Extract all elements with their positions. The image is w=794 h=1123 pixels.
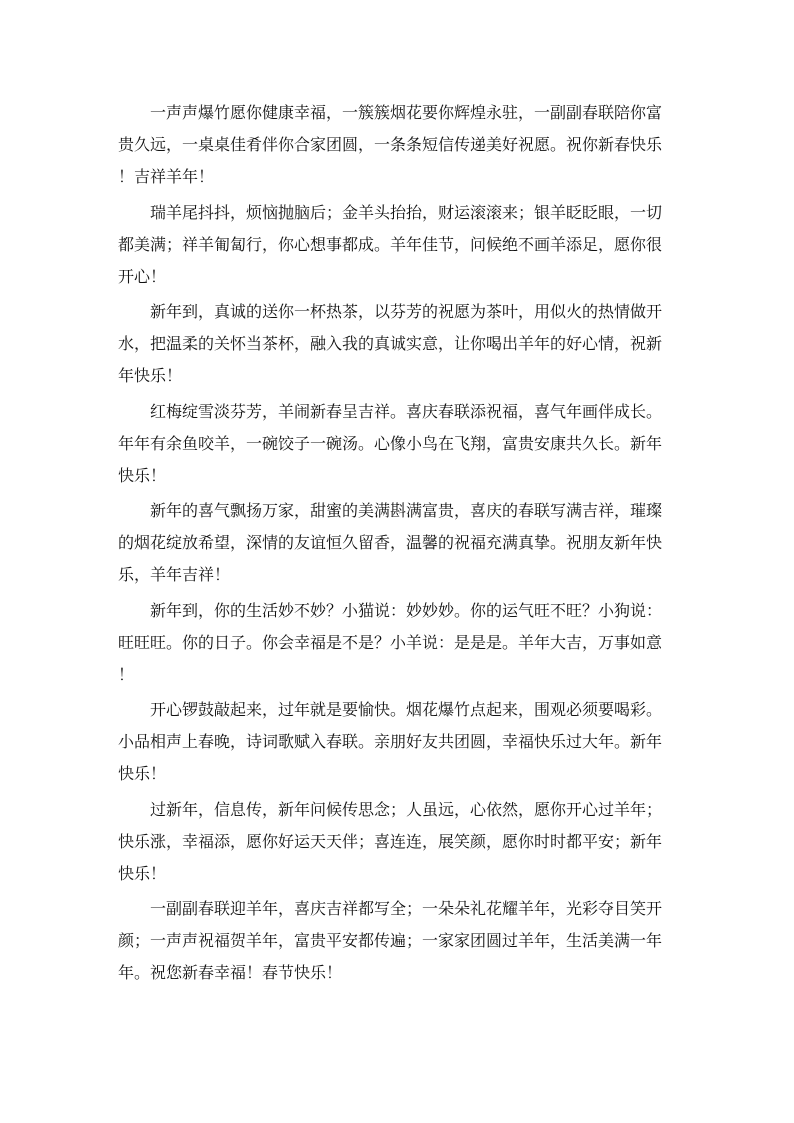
paragraph-6	[118, 595, 666, 691]
text-line: 开心锣鼓敲起来，过年就是要愉快。烟花爆竹点起来，围观必须要喝彩。	[150, 700, 663, 719]
paragraph-2	[118, 197, 666, 293]
text-line: 颜；一声声祝福贺羊年，富贵平安都传遍；一家家团圆过羊年，生活美满一年	[118, 931, 663, 950]
paragraph-8	[118, 794, 666, 890]
text-line: 快乐！	[118, 764, 167, 783]
text-line: 快乐！	[118, 863, 167, 883]
document-body	[118, 97, 666, 989]
text-line: 旺旺旺。你的日子。你会幸福是不是？小羊说：是是是。羊年大吉，万事如意	[118, 632, 663, 652]
paragraph-5	[118, 495, 666, 591]
text-line: 一声声爆竹愿你健康幸福，一簇簇烟花要你辉煌永驻，一副副春联陪你富	[150, 103, 663, 122]
text-line: 一副副春联迎羊年，喜庆吉祥都写全；一朵朵礼花耀羊年，光彩夺目笑开	[150, 899, 663, 918]
text-line: 新年到，你的生活妙不妙？小猫说：妙妙妙。你的运气旺不旺？小狗说：	[150, 600, 663, 620]
text-line: 快乐！	[118, 465, 167, 485]
paragraph-7	[118, 694, 666, 790]
paragraph-9	[118, 893, 666, 989]
text-line: 水，把温柔的关怀当茶杯，融入我的真诚实意，让你喝出羊年的好心情，祝新	[118, 334, 663, 353]
text-line: 过新年，信息传，新年问候传思念；人虽远，心依然，愿你开心过羊年；	[150, 799, 663, 819]
paragraph-1	[118, 97, 666, 193]
text-line: 乐，羊年吉祥！	[118, 565, 231, 584]
text-line: ！	[118, 664, 135, 684]
text-line: 的烟花绽放希望，深情的友谊恒久留香，温馨的祝福充满真挚。祝朋友新年快	[118, 533, 663, 552]
text-line: 贵久远，一桌桌佳肴伴你合家团圆，一条条短信传递美好祝愿。祝你新春快乐	[118, 135, 663, 154]
text-line: 都美满；祥羊匍匐行，你心想事都成。羊年佳节，问候绝不画羊添足，愿你很	[118, 234, 663, 254]
text-line: 开心！	[118, 266, 167, 286]
text-line: 红梅绽雪淡芬芳，羊闹新春呈吉祥。喜庆春联添祝福，喜气年画伴成长。	[150, 401, 663, 421]
text-line: 瑞羊尾抖抖，烦恼抛脑后；金羊头抬抬，财运滚滚来；银羊眨眨眼，一切	[150, 202, 663, 222]
text-line: ！吉祥羊年！	[118, 167, 215, 186]
text-line: 年快乐！	[118, 366, 183, 385]
text-line: 小品相声上春晚，诗词歌赋入春联。亲朋好友共团圆，幸福快乐过大年。新年	[118, 732, 663, 751]
paragraph-3	[118, 296, 666, 392]
text-line: 快乐涨，幸福添，愿你好运天天伴；喜连连，展笑颜，愿你时时都平安；新年	[118, 831, 663, 851]
text-line: 年。祝您新春幸福！春节快乐！	[118, 963, 343, 982]
text-line: 新年到，真诚的送你一杯热茶，以芬芳的祝愿为茶叶，用似火的热情做开	[150, 302, 663, 321]
text-line: 年年有余鱼咬羊，一碗饺子一碗汤。心像小鸟在飞翔，富贵安康共久长。新年	[118, 433, 663, 453]
paragraph-4	[118, 396, 666, 492]
text-line: 新年的喜气飘扬万家，甜蜜的美满斟满富贵，喜庆的春联写满吉祥，璀璨	[150, 501, 663, 520]
